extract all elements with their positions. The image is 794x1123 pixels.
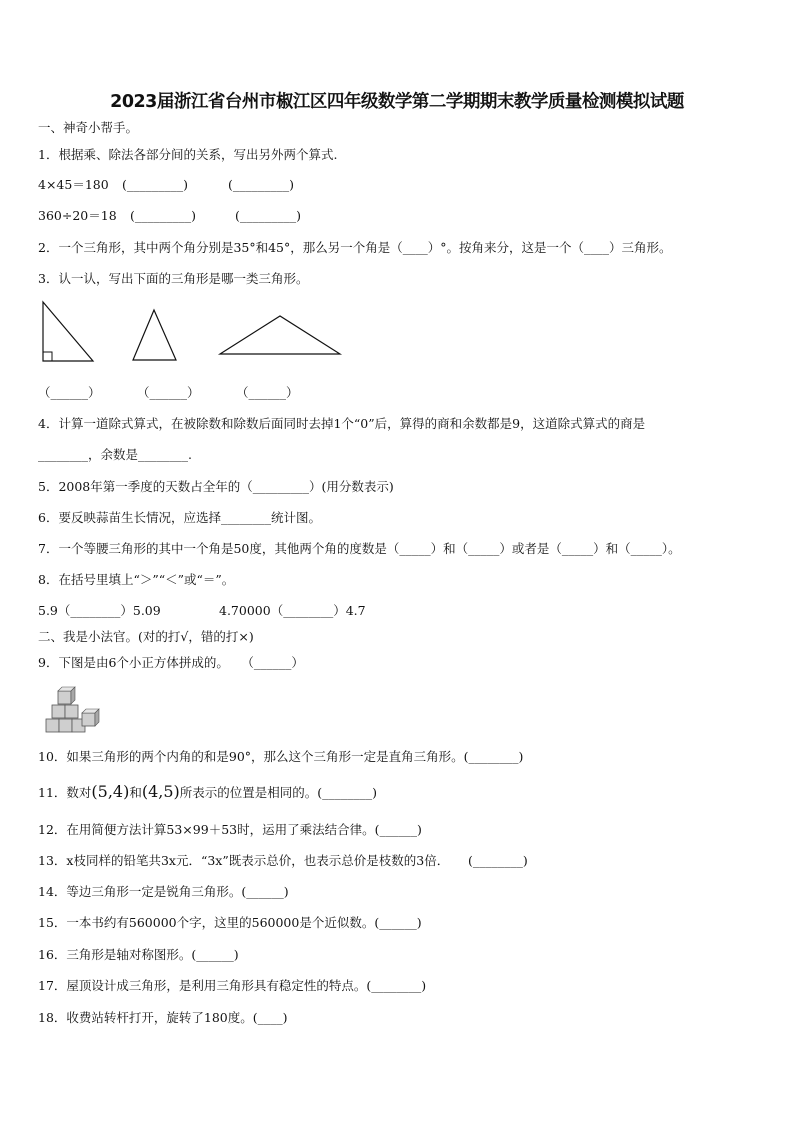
question-17: 17．屋顶设计成三角形，是利用三角形具有稳定性的特点。(________): [38, 978, 427, 993]
answer-blank[interactable]: (_________): [122, 177, 189, 192]
answer-blank[interactable]: (_________): [235, 208, 302, 223]
cube: [59, 719, 72, 732]
question-8-compare-2: 4.70000（________）4.7: [219, 603, 366, 618]
acute-triangle: [133, 310, 176, 360]
question-4-line-2: ________，余数是________.: [38, 447, 192, 462]
question-11-connector: 和: [129, 785, 142, 800]
question-5: 5．2008年第一季度的天数占全年的（_________）(用分数表示): [38, 479, 394, 494]
cube-stack-figure: [44, 685, 100, 737]
question-11-prefix: 11．数对: [38, 785, 92, 800]
coordinate-pair-2: (4,5): [141, 782, 180, 801]
question-18: 18．收费站转杆打开，旋转了180度。(____): [38, 1010, 288, 1025]
coordinate-pair-1: (5,4): [91, 782, 130, 801]
question-11-suffix: 所表示的位置是相同的。(________): [179, 785, 378, 800]
question-13: 13．x枝同样的铅笔共3x元．“3x”既表示总价，也表示总价是枝数的3倍． (________): [38, 853, 528, 868]
question-1-equation-1: 4×45＝180: [38, 177, 109, 192]
question-15: 15．一本书约有560000个字，这里的560000是个近似数。(______): [38, 915, 422, 930]
question-8-stem: 8．在括号里填上“＞”“＜”或“＝”。: [38, 572, 235, 587]
question-3-stem: 3．认一认，写出下面的三角形是哪一类三角形。: [38, 271, 309, 286]
question-2: 2．一个三角形，其中两个角分别是35°和45°，那么另一个角是（____）°。按角来分，这是一个（____）三角形。: [38, 240, 672, 255]
answer-blank[interactable]: (_________): [130, 208, 197, 223]
question-1-stem: 1．根据乘、除法各部分间的关系，写出另外两个算式.: [38, 147, 338, 162]
triangle-figures: [38, 296, 358, 366]
question-14: 14．等边三角形一定是锐角三角形。(______): [38, 884, 289, 899]
obtuse-triangle: [220, 316, 340, 354]
question-7: 7．一个等腰三角形的其中一个角是50度，其他两个角的度数是（_____）和（_____）或者是（_____）和（_____）。: [38, 541, 681, 556]
cube: [46, 719, 59, 732]
section-heading-1: 一、神奇小帮手。: [38, 120, 139, 135]
cube: [52, 705, 65, 718]
question-1-equation-2: 360÷20＝18: [38, 208, 117, 223]
cube: [82, 713, 95, 726]
question-9: 9．下图是由6个小正方体拼成的。 （______）: [38, 655, 304, 670]
cube: [65, 705, 78, 718]
question-6: 6．要反映蒜苗生长情况，应选择________统计图。: [38, 510, 321, 525]
question-10: 10．如果三角形的两个内角的和是90°，那么这个三角形一定是直角三角形。(________): [38, 749, 524, 764]
answer-blank[interactable]: （______）: [137, 385, 200, 400]
cube: [58, 691, 71, 704]
page-title: 2023届浙江省台州市椒江区四年级数学第二学期期末教学质量检测模拟试题: [110, 92, 684, 112]
section-heading-2: 二、我是小法官。(对的打√，错的打×): [38, 629, 254, 644]
answer-blank[interactable]: （______）: [38, 385, 101, 400]
right-angle-marker: [43, 352, 52, 361]
question-4-line-1: 4．计算一道除式算式，在被除数和除数后面同时去掉1个“0”后，算得的商和余数都是9，这道除式算式的商是: [38, 416, 646, 431]
question-8-compare-1: 5.9（________）5.09: [38, 603, 161, 618]
answer-blank[interactable]: (_________): [228, 177, 295, 192]
question-16: 16．三角形是轴对称图形。(______): [38, 947, 239, 962]
answer-blank[interactable]: （______）: [236, 385, 299, 400]
question-12: 12．在用简便方法计算53×99＋53时，运用了乘法结合律。(______): [38, 822, 422, 837]
question-11: [38, 784, 377, 801]
